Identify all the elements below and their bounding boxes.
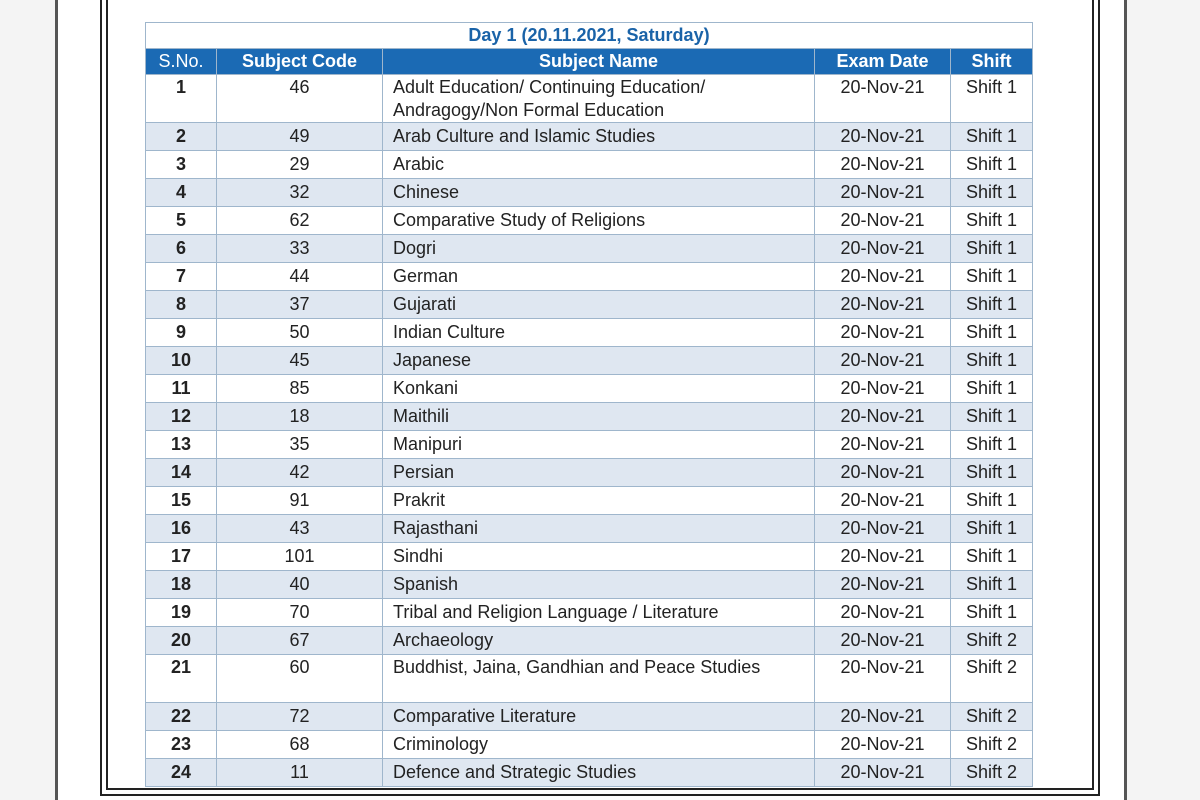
header-exam-date: Exam Date — [815, 49, 951, 75]
cell-shift: Shift 1 — [951, 515, 1033, 543]
table-header-row — [146, 49, 1033, 75]
table-row — [146, 347, 1033, 375]
cell-shift: Shift 1 — [951, 235, 1033, 263]
exam-schedule-table-container — [145, 22, 1032, 787]
cell-subject-code: 40 — [217, 571, 383, 599]
cell-subject-name: Maithili — [383, 403, 815, 431]
cell-shift: Shift 1 — [951, 487, 1033, 515]
table-title: Day 1 (20.11.2021, Saturday) — [146, 23, 1033, 49]
cell-subject-code: 67 — [217, 627, 383, 655]
cell-exam-date: 20-Nov-21 — [815, 571, 951, 599]
table-row — [146, 123, 1033, 151]
table-row — [146, 627, 1033, 655]
cell-exam-date: 20-Nov-21 — [815, 123, 951, 151]
cell-subject-code: 62 — [217, 207, 383, 235]
cell-exam-date: 20-Nov-21 — [815, 487, 951, 515]
cell-exam-date: 20-Nov-21 — [815, 731, 951, 759]
table-row — [146, 263, 1033, 291]
cell-sno: 3 — [146, 151, 217, 179]
cell-subject-code: 46 — [217, 75, 383, 123]
cell-exam-date: 20-Nov-21 — [815, 431, 951, 459]
cell-exam-date: 20-Nov-21 — [815, 291, 951, 319]
cell-subject-code: 68 — [217, 731, 383, 759]
cell-shift: Shift 2 — [951, 655, 1033, 703]
cell-subject-code: 91 — [217, 487, 383, 515]
cell-subject-code: 72 — [217, 703, 383, 731]
table-row — [146, 459, 1033, 487]
cell-exam-date: 20-Nov-21 — [815, 319, 951, 347]
cell-subject-name: Arab Culture and Islamic Studies — [383, 123, 815, 151]
cell-sno: 9 — [146, 319, 217, 347]
cell-shift: Shift 1 — [951, 571, 1033, 599]
cell-sno: 24 — [146, 759, 217, 787]
table-row — [146, 179, 1033, 207]
cell-subject-code: 33 — [217, 235, 383, 263]
cell-subject-name: Manipuri — [383, 431, 815, 459]
cell-subject-name: Tribal and Religion Language / Literature — [383, 599, 815, 627]
cell-sno: 4 — [146, 179, 217, 207]
table-row — [146, 431, 1033, 459]
table-row — [146, 571, 1033, 599]
cell-subject-code: 43 — [217, 515, 383, 543]
cell-exam-date: 20-Nov-21 — [815, 759, 951, 787]
cell-subject-name: Arabic — [383, 151, 815, 179]
cell-sno: 20 — [146, 627, 217, 655]
cell-sno: 2 — [146, 123, 217, 151]
cell-shift: Shift 1 — [951, 347, 1033, 375]
cell-subject-name: Rajasthani — [383, 515, 815, 543]
header-subject-code: Subject Code — [217, 49, 383, 75]
cell-exam-date: 20-Nov-21 — [815, 263, 951, 291]
cell-shift: Shift 2 — [951, 627, 1033, 655]
cell-exam-date: 20-Nov-21 — [815, 515, 951, 543]
cell-subject-code: 32 — [217, 179, 383, 207]
cell-shift: Shift 1 — [951, 599, 1033, 627]
table-row — [146, 151, 1033, 179]
cell-shift: Shift 1 — [951, 543, 1033, 571]
cell-sno: 19 — [146, 599, 217, 627]
table-row — [146, 207, 1033, 235]
cell-sno: 7 — [146, 263, 217, 291]
cell-subject-name: Buddhist, Jaina, Gandhian and Peace Studies — [383, 655, 815, 703]
cell-sno: 18 — [146, 571, 217, 599]
table-row — [146, 375, 1033, 403]
cell-sno: 23 — [146, 731, 217, 759]
cell-shift: Shift 1 — [951, 291, 1033, 319]
cell-shift: Shift 1 — [951, 179, 1033, 207]
cell-exam-date: 20-Nov-21 — [815, 543, 951, 571]
table-row — [146, 759, 1033, 787]
cell-exam-date: 20-Nov-21 — [815, 347, 951, 375]
table-row — [146, 291, 1033, 319]
cell-subject-code: 18 — [217, 403, 383, 431]
table-row — [146, 731, 1033, 759]
cell-shift: Shift 1 — [951, 263, 1033, 291]
cell-exam-date: 20-Nov-21 — [815, 235, 951, 263]
table-row — [146, 703, 1033, 731]
header-subject-name: Subject Name — [383, 49, 815, 75]
cell-exam-date: 20-Nov-21 — [815, 703, 951, 731]
cell-subject-code: 45 — [217, 347, 383, 375]
table-row — [146, 515, 1033, 543]
cell-shift: Shift 1 — [951, 123, 1033, 151]
cell-sno: 6 — [146, 235, 217, 263]
cell-subject-code: 85 — [217, 375, 383, 403]
cell-exam-date: 20-Nov-21 — [815, 75, 951, 123]
cell-sno: 13 — [146, 431, 217, 459]
cell-shift: Shift 1 — [951, 459, 1033, 487]
cell-exam-date: 20-Nov-21 — [815, 179, 951, 207]
table-row — [146, 543, 1033, 571]
table-row — [146, 75, 1033, 123]
cell-exam-date: 20-Nov-21 — [815, 403, 951, 431]
cell-shift: Shift 2 — [951, 703, 1033, 731]
cell-exam-date: 20-Nov-21 — [815, 655, 951, 703]
cell-sno: 22 — [146, 703, 217, 731]
table-title-row — [146, 23, 1033, 49]
cell-subject-name: Konkani — [383, 375, 815, 403]
cell-sno: 8 — [146, 291, 217, 319]
cell-shift: Shift 2 — [951, 759, 1033, 787]
cell-subject-name: Sindhi — [383, 543, 815, 571]
cell-exam-date: 20-Nov-21 — [815, 459, 951, 487]
cell-sno: 21 — [146, 655, 217, 703]
cell-shift: Shift 1 — [951, 207, 1033, 235]
table-row — [146, 599, 1033, 627]
cell-sno: 15 — [146, 487, 217, 515]
cell-subject-name: Persian — [383, 459, 815, 487]
cell-exam-date: 20-Nov-21 — [815, 207, 951, 235]
cell-subject-name: Defence and Strategic Studies — [383, 759, 815, 787]
cell-subject-name: Archaeology — [383, 627, 815, 655]
cell-subject-code: 42 — [217, 459, 383, 487]
cell-subject-code: 44 — [217, 263, 383, 291]
cell-shift: Shift 1 — [951, 375, 1033, 403]
table-row — [146, 403, 1033, 431]
cell-subject-name: Dogri — [383, 235, 815, 263]
cell-subject-name: Spanish — [383, 571, 815, 599]
cell-shift: Shift 1 — [951, 151, 1033, 179]
cell-sno: 16 — [146, 515, 217, 543]
cell-shift: Shift 1 — [951, 403, 1033, 431]
cell-exam-date: 20-Nov-21 — [815, 627, 951, 655]
header-sno: S.No. — [146, 49, 217, 75]
cell-shift: Shift 1 — [951, 75, 1033, 123]
cell-subject-code: 101 — [217, 543, 383, 571]
cell-sno: 5 — [146, 207, 217, 235]
cell-subject-name: Comparative Study of Religions — [383, 207, 815, 235]
cell-sno: 12 — [146, 403, 217, 431]
cell-sno: 11 — [146, 375, 217, 403]
cell-sno: 1 — [146, 75, 217, 123]
table-row — [146, 235, 1033, 263]
cell-exam-date: 20-Nov-21 — [815, 599, 951, 627]
cell-shift: Shift 2 — [951, 731, 1033, 759]
cell-subject-code: 11 — [217, 759, 383, 787]
table-row — [146, 319, 1033, 347]
cell-sno: 14 — [146, 459, 217, 487]
cell-sno: 17 — [146, 543, 217, 571]
cell-exam-date: 20-Nov-21 — [815, 151, 951, 179]
exam-schedule-table — [145, 22, 1033, 787]
table-row — [146, 655, 1033, 703]
cell-subject-name: Japanese — [383, 347, 815, 375]
cell-subject-name: Chinese — [383, 179, 815, 207]
cell-sno: 10 — [146, 347, 217, 375]
cell-subject-code: 70 — [217, 599, 383, 627]
cell-subject-name: Gujarati — [383, 291, 815, 319]
header-shift: Shift — [951, 49, 1033, 75]
cell-shift: Shift 1 — [951, 431, 1033, 459]
cell-shift: Shift 1 — [951, 319, 1033, 347]
cell-subject-code: 37 — [217, 291, 383, 319]
cell-subject-name: Comparative Literature — [383, 703, 815, 731]
cell-subject-code: 50 — [217, 319, 383, 347]
cell-subject-code: 35 — [217, 431, 383, 459]
cell-subject-name: German — [383, 263, 815, 291]
cell-exam-date: 20-Nov-21 — [815, 375, 951, 403]
cell-subject-code: 29 — [217, 151, 383, 179]
table-row — [146, 487, 1033, 515]
cell-subject-code: 49 — [217, 123, 383, 151]
cell-subject-name: Adult Education/ Continuing Education/ Andragogy/Non Formal Education — [383, 75, 815, 123]
cell-subject-name: Prakrit — [383, 487, 815, 515]
table-body — [146, 75, 1033, 787]
cell-subject-name: Indian Culture — [383, 319, 815, 347]
cell-subject-name: Criminology — [383, 731, 815, 759]
cell-subject-code: 60 — [217, 655, 383, 703]
